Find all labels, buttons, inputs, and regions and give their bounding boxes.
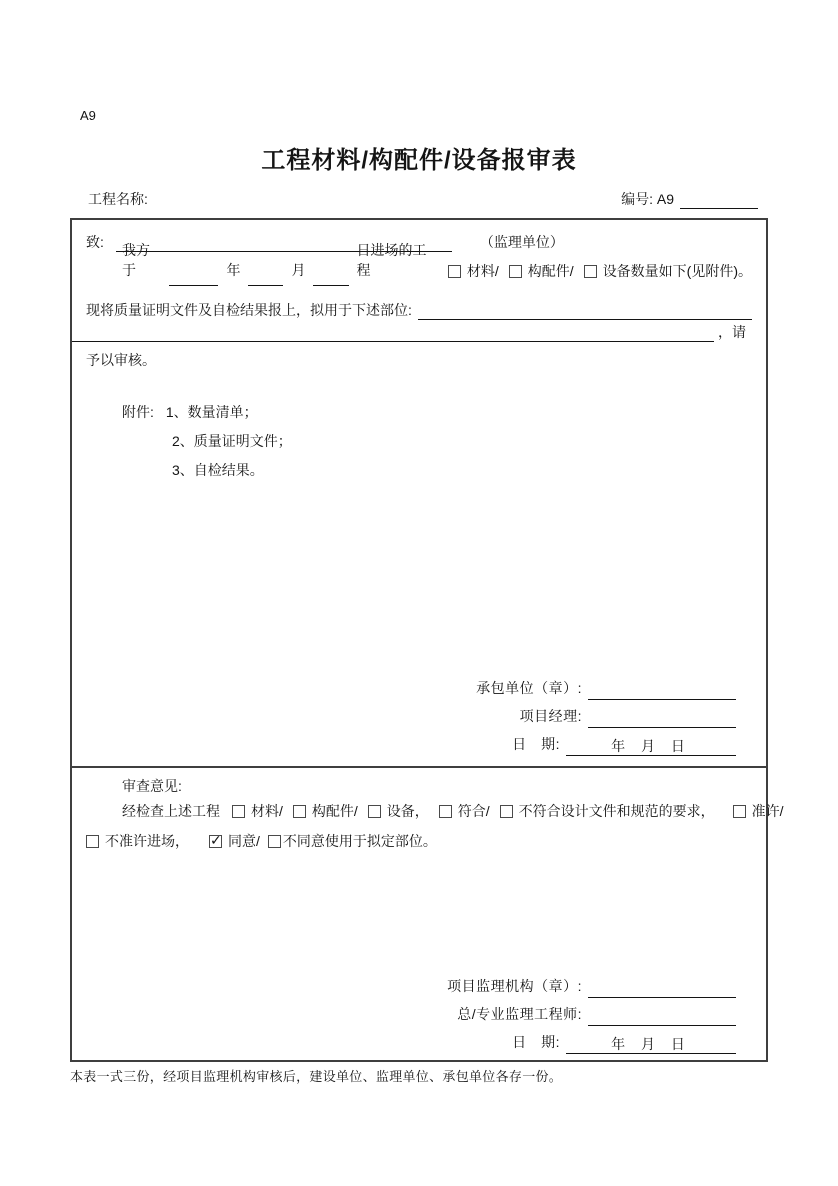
project-name-label: 工程名称: — [88, 191, 148, 207]
material-checkbox-label: 材料/ — [466, 263, 499, 279]
review-material-label: 材料/ — [251, 803, 283, 819]
continuation-suffix: ，请 — [718, 324, 746, 340]
day-label: 日进场的工程 — [356, 242, 427, 278]
review-section — [72, 768, 784, 1060]
day-input-line[interactable] — [313, 274, 348, 286]
chief-engineer-input-line[interactable] — [588, 1008, 736, 1026]
form-box — [70, 218, 784, 1062]
supervisor-sign-block — [86, 974, 752, 1054]
date-label: 日 期: — [512, 736, 560, 752]
report-line-label: 现将质量证明文件及自检结果报上，拟用于下述部位: — [86, 302, 412, 318]
review-equipment-checkbox[interactable] — [368, 805, 381, 818]
review-date-input-line[interactable]: 年 月 日 — [566, 1034, 736, 1054]
component-checkbox[interactable] — [509, 265, 522, 278]
review-date-label: 日 期: — [512, 1034, 560, 1050]
permit-checkbox[interactable] — [733, 805, 746, 818]
page-title: 工程材料/构配件/设备报审表 — [261, 147, 577, 174]
review-material-checkbox[interactable] — [232, 805, 245, 818]
project-manager-label: 项目经理: — [519, 708, 582, 724]
component-checkbox-label: 构配件/ — [527, 263, 574, 279]
attachment-item: 1、数量清单； — [165, 404, 258, 420]
review-line1-prefix: 经检查上述工程 — [122, 803, 220, 819]
not-conform-checkbox[interactable] — [500, 805, 513, 818]
doc-code: A9 — [80, 108, 96, 123]
equipment-checkbox[interactable] — [584, 265, 597, 278]
meta-row — [88, 189, 758, 209]
conform-checkbox[interactable] — [439, 805, 452, 818]
month-input-line[interactable] — [248, 274, 283, 286]
supervisor-unit-suffix: （监理单位） — [479, 234, 564, 250]
supervision-org-label: 项目监理机构（章）: — [447, 978, 582, 994]
date-input-line[interactable]: 年 月 日 — [566, 736, 736, 756]
supervision-org-input-line[interactable] — [588, 980, 736, 998]
position-input-line-continued[interactable] — [72, 324, 714, 342]
contractor-sign-block — [86, 676, 752, 756]
attachment-item: 2、质量证明文件； — [172, 433, 292, 449]
agree-label: 同意/ — [228, 833, 260, 849]
disagree-checkbox[interactable] — [268, 835, 281, 848]
not-conform-label: 不符合设计文件和规范的要求， — [518, 803, 715, 819]
conform-label: 符合/ — [457, 803, 490, 819]
entry-prefix: 我方于 — [122, 242, 150, 278]
disagree-label: 不同意使用于拟定部位。 — [282, 833, 437, 849]
agree-checkbox[interactable] — [209, 835, 222, 848]
contractor-unit-label: 承包单位（章）: — [476, 680, 582, 696]
year-label: 年 — [226, 262, 241, 278]
chief-engineer-label: 总/专业监理工程师: — [457, 1006, 582, 1022]
footer-note: 本表一式三份，经项目监理机构审核后，建设单位、监理单位、承包单位各存一份。 — [70, 1069, 563, 1084]
month-label: 月 — [291, 262, 306, 278]
year-input-line[interactable] — [169, 274, 219, 286]
to-label: 致: — [86, 234, 104, 250]
review-title: 审查意见: — [122, 778, 182, 794]
permit-label: 准许/ — [751, 803, 784, 819]
contractor-unit-input-line[interactable] — [588, 682, 736, 700]
position-input-line[interactable] — [418, 302, 752, 320]
serial-input-line[interactable] — [680, 193, 758, 209]
not-permit-checkbox[interactable] — [86, 835, 99, 848]
equipment-checkbox-label: 设备数量如下(见附件)。 — [602, 263, 753, 279]
request-section — [72, 220, 766, 768]
review-component-checkbox[interactable] — [293, 805, 306, 818]
project-manager-input-line[interactable] — [588, 710, 736, 728]
attachments-list — [122, 398, 752, 480]
not-permit-label: 不准许进场， — [105, 833, 189, 849]
attachments-label: 附件: — [122, 404, 154, 420]
attachment-item: 3、自检结果。 — [172, 462, 264, 478]
material-checkbox[interactable] — [448, 265, 461, 278]
review-equipment-label: 设备， — [386, 803, 429, 819]
approve-line: 予以审核。 — [86, 352, 156, 368]
review-component-label: 构配件/ — [311, 803, 358, 819]
serial-label: 编号: A9 — [621, 191, 674, 207]
